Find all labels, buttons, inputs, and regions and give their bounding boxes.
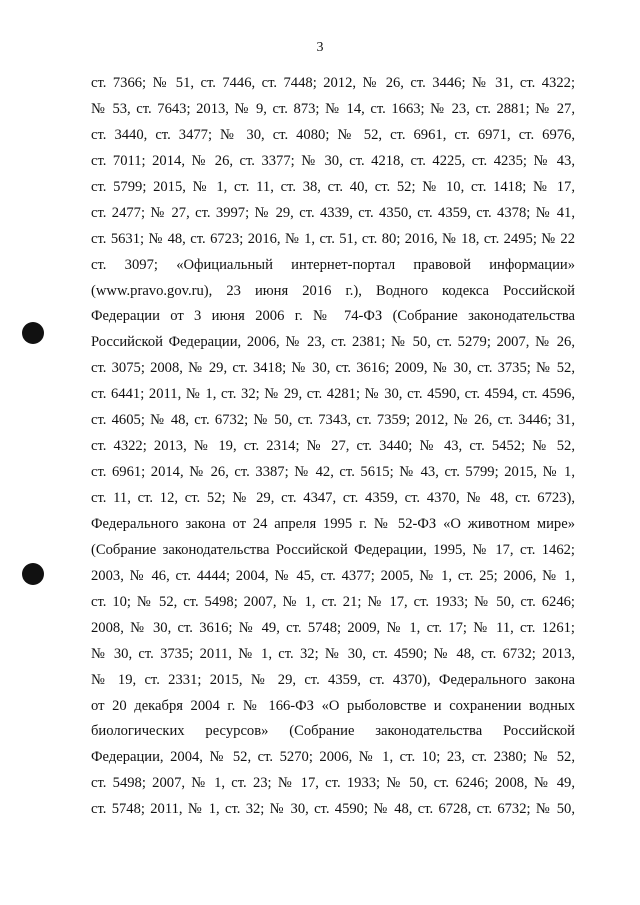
text-line: ст. 4322; 2013, № 19, ст. 2314; № 27, ст. 3440; № 43, ст. 5452; № 52, (91, 438, 575, 455)
text-line: ст. 4605; № 48, ст. 6732; № 50, ст. 7343, ст. 7359; 2012, № 26, ст. 3446; 31, (91, 412, 575, 429)
text-line: от 20 декабря 2004 г. № 166-ФЗ «О рыболовстве и сохранении водных (91, 697, 575, 714)
text-line: Федерального закона от 24 апреля 1995 г. № 52-ФЗ «О животном мире» (91, 515, 575, 532)
text-line: ст. 5498; 2007, № 1, ст. 23; № 17, ст. 1933; № 50, ст. 6246; 2008, № 49, (91, 775, 575, 792)
text-line: 2008, № 30, ст. 3616; № 49, ст. 5748; 2009, № 1, ст. 17; № 11, ст. 1261; (91, 619, 575, 636)
text-line: Федерации от 3 июня 2006 г. № 74-ФЗ (Собрание законодательства (91, 308, 575, 325)
text-line: № 30, ст. 3735; 2011, № 1, ст. 32; № 30, ст. 4590; № 48, ст. 6732; 2013, (91, 645, 575, 662)
text-line: ст. 10; № 52, ст. 5498; 2007, № 1, ст. 21; № 17, ст. 1933; № 50, ст. 6246; (91, 593, 575, 610)
text-line: (Собрание законодательства Российской Федерации, 1995, № 17, ст. 1462; (91, 541, 575, 558)
text-line: биологических ресурсов» (Собрание законодательства Российской (91, 723, 575, 740)
text-line: ст. 5748; 2011, № 1, ст. 32; № 30, ст. 4590; № 48, ст. 6728, ст. 6732; № 50, (91, 801, 575, 818)
text-line: ст. 7011; 2014, № 26, ст. 3377; № 30, ст. 4218, ст. 4225, ст. 4235; № 43, (91, 152, 575, 169)
text-line: ст. 11, ст. 12, ст. 52; № 29, ст. 4347, ст. 4359, ст. 4370, № 48, ст. 6723), (91, 490, 575, 506)
page-number: 3 (316, 40, 324, 55)
text-line: Федерации, 2004, № 52, ст. 5270; 2006, № 1, ст. 10; 23, ст. 2380; № 52, (91, 749, 575, 766)
text-line: ст. 3440, ст. 3477; № 30, ст. 4080; № 52, ст. 6961, ст. 6971, ст. 6976, (91, 126, 575, 143)
text-line: ст. 2477; № 27, ст. 3997; № 29, ст. 4339, ст. 4350, ст. 4359, ст. 4378; № 41, (91, 204, 575, 221)
text-line: (www.pravo.gov.ru), 23 июня 2016 г.), Водного кодекса Российской (91, 282, 575, 299)
text-line: ст. 6961; 2014, № 26, ст. 3387; № 42, ст. 5615; № 43, ст. 5799; 2015, № 1, (91, 464, 575, 481)
punch-hole-mark (22, 563, 44, 585)
text-line: ст. 5799; 2015, № 1, ст. 11, ст. 38, ст. 40, ст. 52; № 10, ст. 1418; № 17, (91, 178, 575, 195)
text-line: 2003, № 46, ст. 4444; 2004, № 45, ст. 4377; 2005, № 1, ст. 25; 2006, № 1, (91, 567, 575, 584)
text-line: № 53, ст. 7643; 2013, № 9, ст. 873; № 14, ст. 1663; № 23, ст. 2881; № 27, (91, 100, 575, 117)
text-line: № 19, ст. 2331; 2015, № 29, ст. 4359, ст. 4370), Федерального закона (91, 671, 575, 688)
text-line: ст. 3075; 2008, № 29, ст. 3418; № 30, ст. 3616; 2009, № 30, ст. 3735; № 52, (91, 360, 575, 377)
text-line: ст. 5631; № 48, ст. 6723; 2016, № 1, ст. 51, ст. 80; 2016, № 18, ст. 2495; № 22 (91, 230, 575, 247)
punch-hole-mark (22, 322, 44, 344)
body-text (91, 71, 575, 823)
text-line: ст. 6441; 2011, № 1, ст. 32; № 29, ст. 4281; № 30, ст. 4590, ст. 4594, ст. 4596, (91, 386, 575, 403)
text-line: ст. 7366; № 51, ст. 7446, ст. 7448; 2012, № 26, ст. 3446; № 31, ст. 4322; (91, 75, 575, 91)
text-line: Российской Федерации, 2006, № 23, ст. 2381; № 50, ст. 5279; 2007, № 26, (91, 334, 575, 351)
text-line: ст. 3097; «Официальный интернет-портал правовой информации» (91, 256, 575, 273)
